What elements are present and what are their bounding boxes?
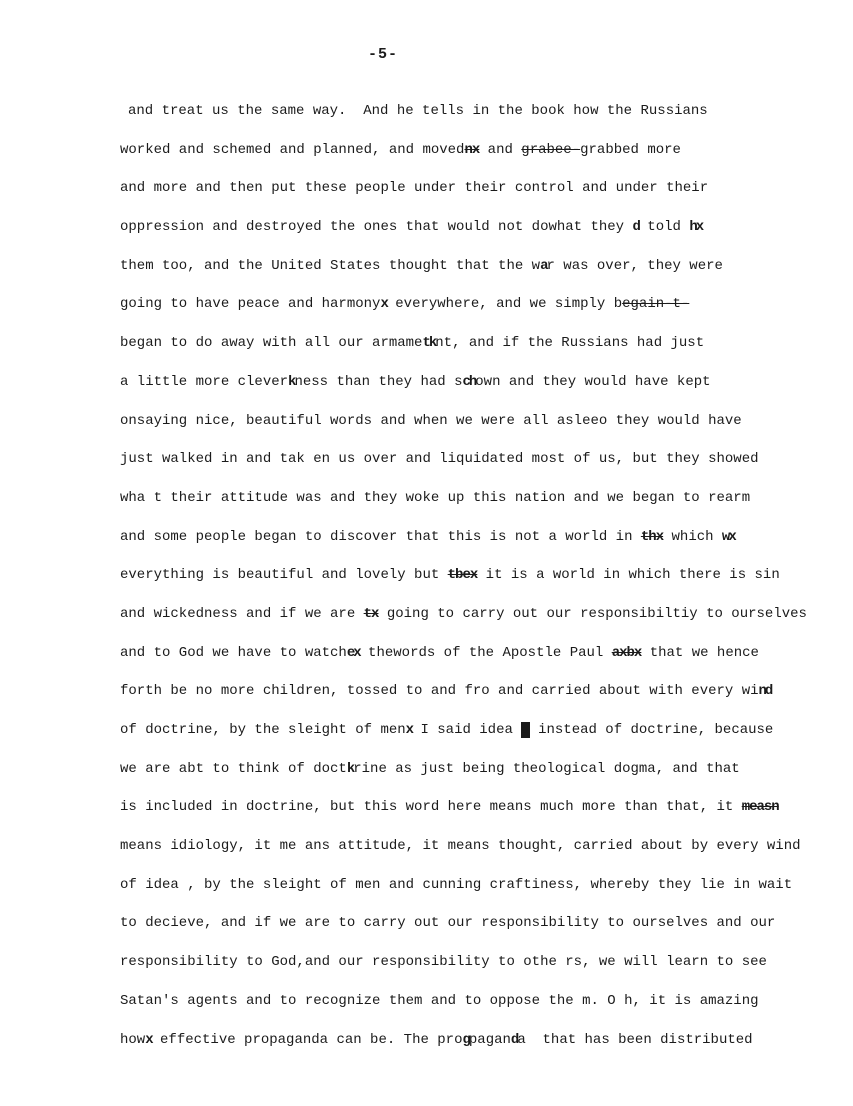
text-line: forth be no more children, tossed to and fro and carried about with every wind [120, 683, 772, 700]
text-line: Satan's agents and to recognize them and to oppose the m. O h, it is amazing [120, 992, 759, 1009]
text-line: oppression and destroyed the ones that would not dowhat they d told hx [120, 219, 703, 236]
text-line: worked and schemed and planned, and movednx and grabee-grabbed more [120, 141, 681, 158]
page-number: -5- [368, 46, 399, 63]
text-line: onsaying nice, beautiful words and when we were all asleeo they would have [120, 412, 742, 429]
text-line: and some people began to discover that this is not a world in thx which wx [120, 528, 735, 545]
text-line: wha t their attitude was and they woke up this nation and we began to rearm [120, 489, 751, 506]
text-line: responsibility to God,and our responsibility to othe rs, we will learn to see [120, 954, 767, 971]
text-line: and treat us the same way. And he tells in the book how the Russians [128, 103, 708, 119]
text-line: of idea , by the sleight of men and cunning craftiness, whereby they lie in wait [120, 876, 793, 893]
text-line: them too, and the United States thought that the war was over, they were [120, 257, 723, 274]
text-line: to decieve, and if we are to carry out our responsibility to ourselves and our [120, 915, 776, 932]
text-line: howx effective propaganda can be. The progpaganda that has been distributed [120, 1031, 753, 1048]
text-line: going to have peace and harmonyx everywhere, and we simply begain-t- [120, 296, 690, 313]
text-line: and wickedness and if we are tx going to carry out our responsibiltiy to ourselves [120, 605, 807, 622]
text-line: we are abt to think of doctkrine as just being theological dogma, and that [120, 760, 740, 777]
text-line: a little more cleverkness than they had schown and they would have kept [120, 373, 711, 390]
text-line: is included in doctrine, but this word here means much more than that, it measn [120, 799, 779, 816]
text-line: means idiology, it me ans attitude, it means thought, carried about by every wind [120, 838, 801, 855]
text-line: began to do away with all our armametknt, and if the Russians had just [120, 335, 705, 352]
text-line: just walked in and tak en us over and liquidated most of us, but they showed [120, 451, 759, 468]
text-line: everything is beautiful and lovely but tbex it is a world in which there is sin [120, 567, 780, 584]
page-body [120, 92, 840, 1059]
text-line: and to God we have to watchex thewords of the Apostle Paul axbx that we hence [120, 644, 759, 661]
text-line: and more and then put these people under their control and under their [120, 180, 709, 197]
text-line: of doctrine, by the sleight of menx I said idea a instead of doctrine, because [120, 722, 774, 738]
